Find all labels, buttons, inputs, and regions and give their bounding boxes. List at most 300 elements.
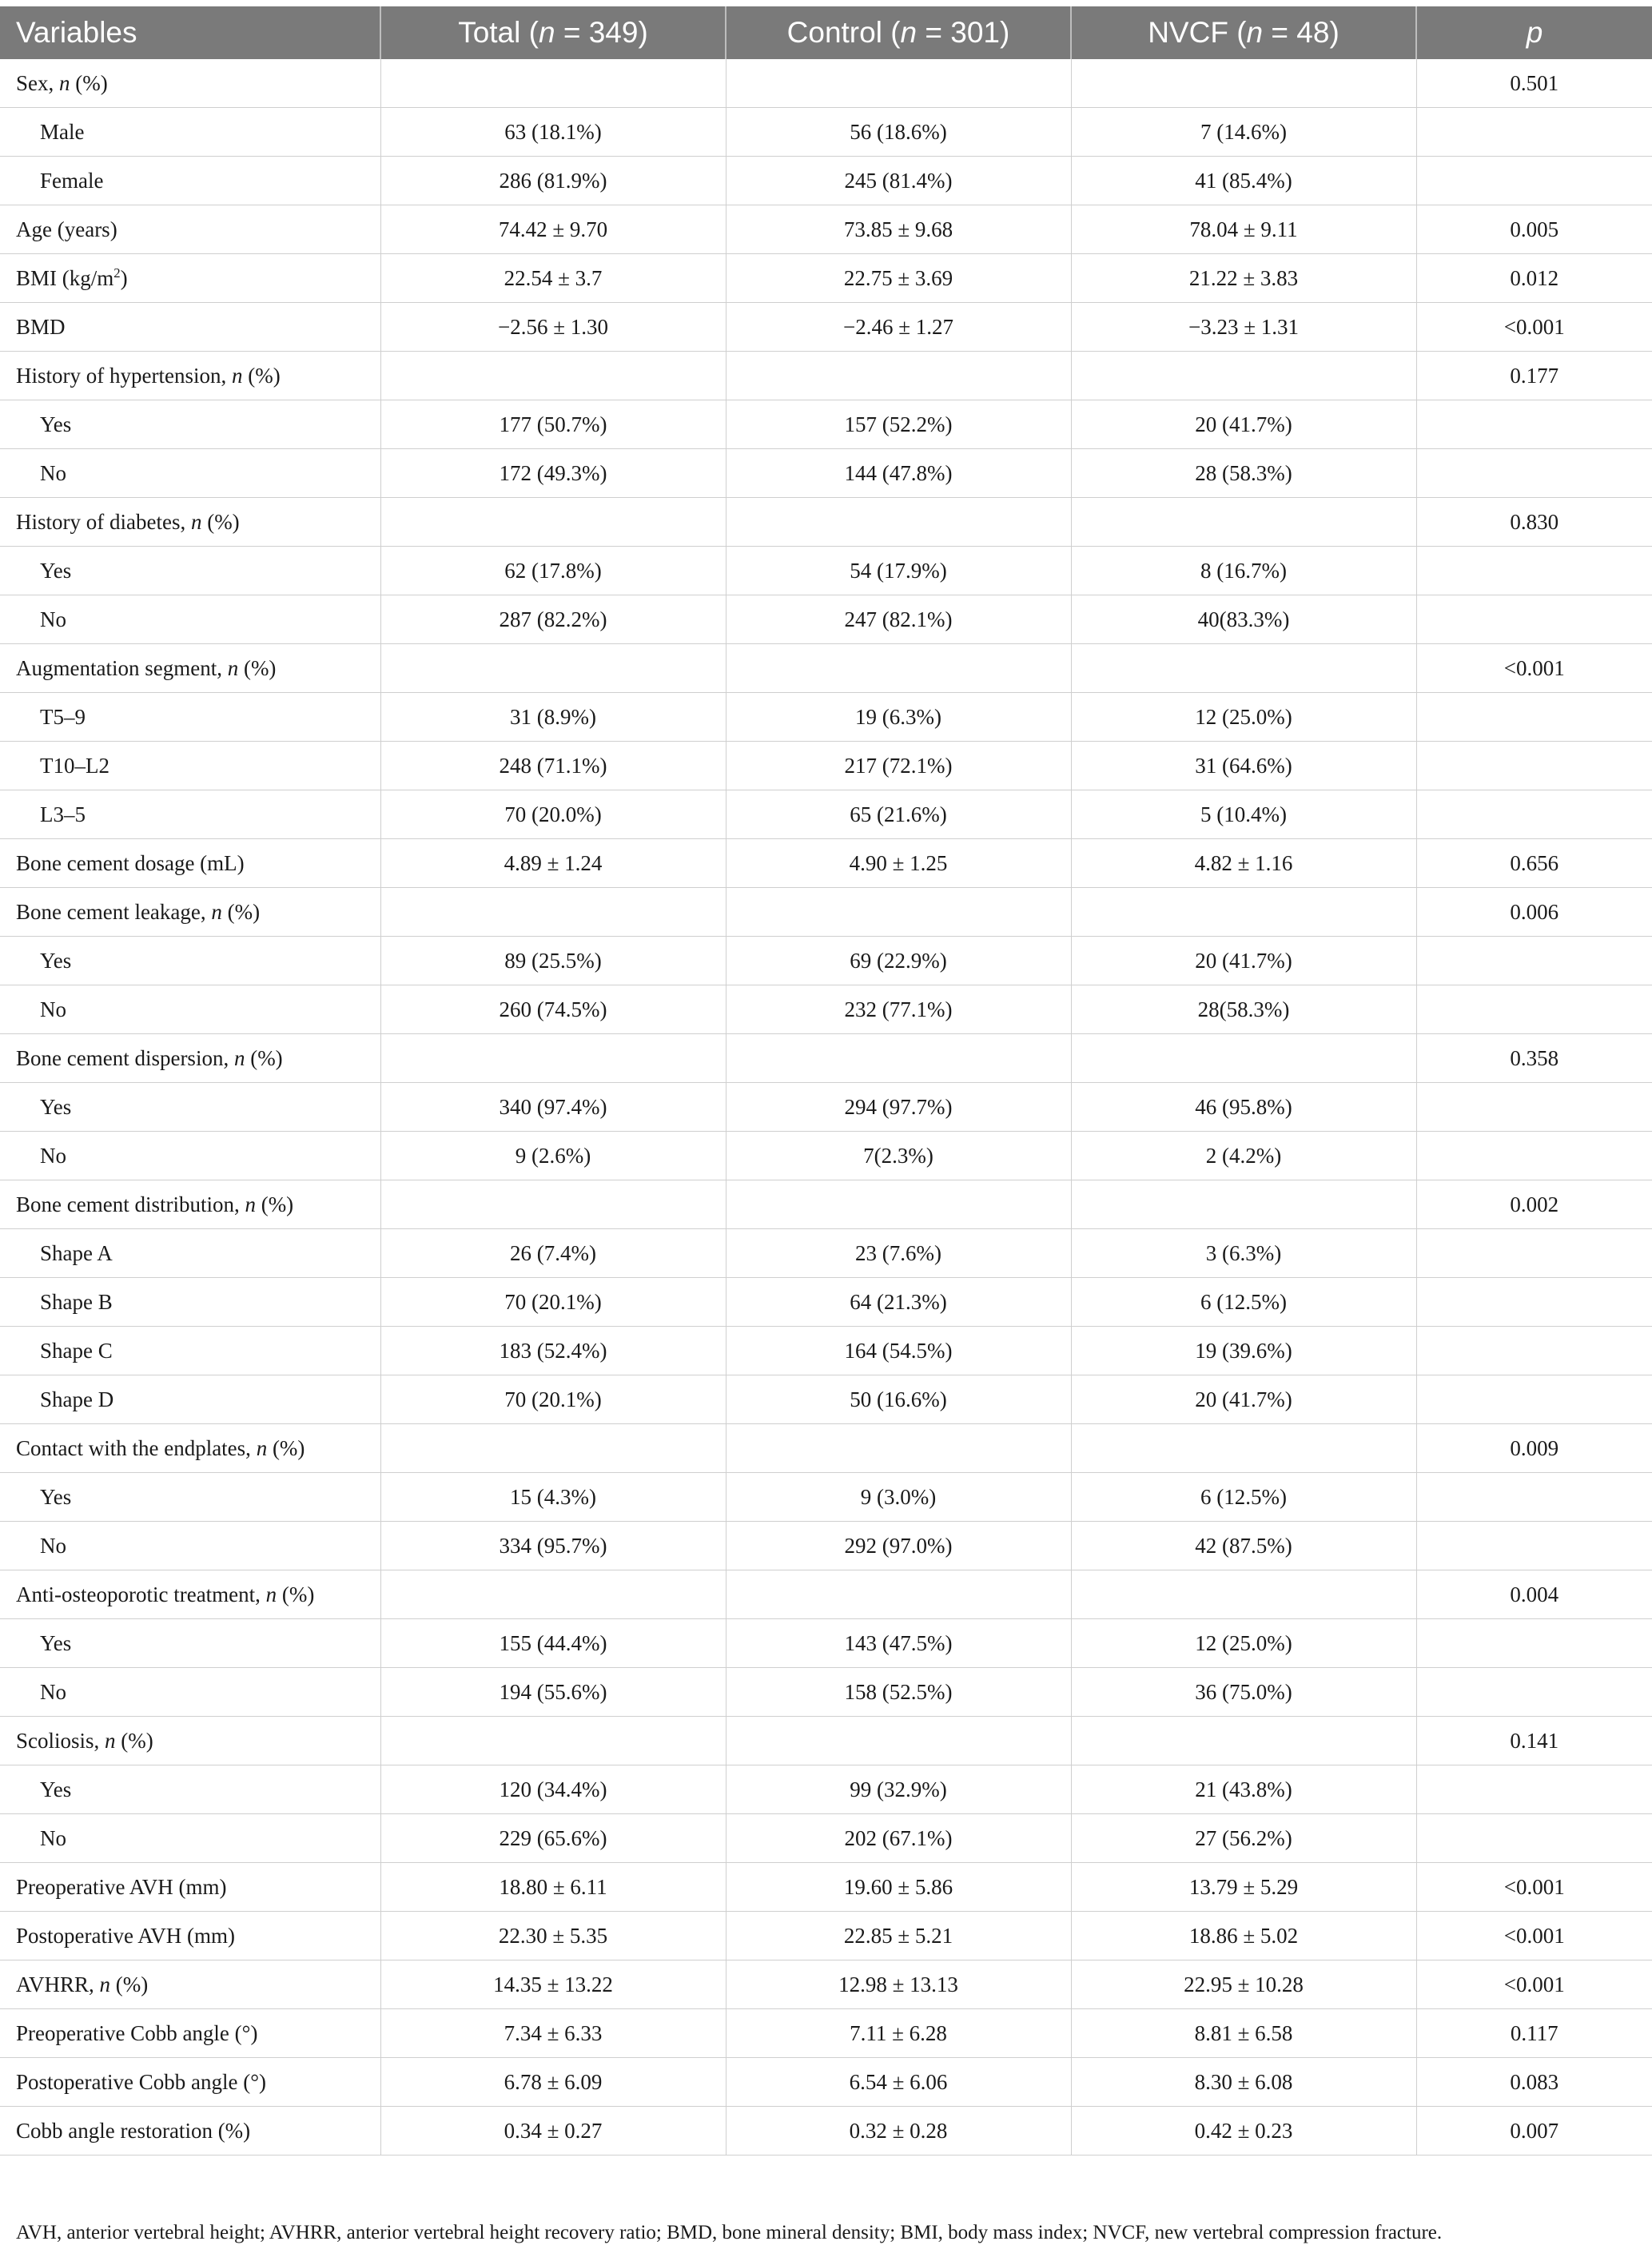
table-row [0,1668,1652,1717]
control-cell: 99 (32.9%) [726,1765,1071,1814]
variable-label: Anti-osteoporotic treatment, [16,1582,261,1606]
p-value-cell: 0.004 [1416,1570,1652,1619]
nvcf-cell: 7 (14.6%) [1071,108,1416,157]
p-value-cell: 0.358 [1416,1034,1652,1083]
nvcf-cell [1071,1180,1416,1229]
p-value-cell: 0.117 [1416,2009,1652,2058]
variable-label: Bone cement dosage (mL) [16,850,245,875]
variable-cell: Bone cement dispersion, n (%) [0,1034,380,1083]
variable-label: Yes [40,558,72,583]
variable-cell [0,1522,380,1570]
nvcf-cell: 42 (87.5%) [1071,1522,1416,1570]
table-header [0,6,1652,59]
total-cell: 22.54 ± 3.7 [380,254,726,303]
nvcf-cell: 41 (85.4%) [1071,157,1416,205]
p-value-cell: <0.001 [1416,1912,1652,1960]
variable-suffix: (%) [267,1435,305,1460]
variable-cell: Anti-osteoporotic treatment, n (%) [0,1570,380,1619]
p-value-cell: 0.006 [1416,888,1652,937]
variable-label: Postoperative Cobb angle (°) [16,2069,266,2094]
table-row [0,352,1652,400]
control-cell [726,59,1071,108]
variable-label: No [40,1143,66,1168]
total-cell: 155 (44.4%) [380,1619,726,1668]
total-cell: 340 (97.4%) [380,1083,726,1132]
variable-cell [0,449,380,498]
nvcf-cell: 31 (64.6%) [1071,742,1416,790]
table-row [0,1522,1652,1570]
total-cell: 70 (20.1%) [380,1375,726,1424]
nvcf-cell: 12 (25.0%) [1071,693,1416,742]
p-value-cell [1416,547,1652,595]
p-value-cell [1416,790,1652,839]
control-cell: 56 (18.6%) [726,108,1071,157]
variable-cell: History of hypertension, n (%) [0,352,380,400]
p-value-cell [1416,1814,1652,1863]
variable-label: No [40,460,66,485]
variable-label-end: ) [120,265,128,290]
variable-label: Contact with the endplates, [16,1435,251,1460]
total-cell: 248 (71.1%) [380,742,726,790]
total-cell: 260 (74.5%) [380,985,726,1034]
total-cell [380,1717,726,1765]
total-cell: 172 (49.3%) [380,449,726,498]
nvcf-cell [1071,1034,1416,1083]
variable-label: No [40,607,66,631]
variable-label: Yes [40,1484,72,1509]
control-cell: 22.85 ± 5.21 [726,1912,1071,1960]
control-cell: 6.54 ± 6.06 [726,2058,1071,2107]
variable-cell [0,547,380,595]
nvcf-cell: 13.79 ± 5.29 [1071,1863,1416,1912]
variable-label: Preoperative AVH (mm) [16,1874,227,1899]
nvcf-cell: 46 (95.8%) [1071,1083,1416,1132]
total-cell [380,352,726,400]
table-row [0,205,1652,254]
variable-cell [0,937,380,985]
table-row [0,1424,1652,1473]
total-cell: 89 (25.5%) [380,937,726,985]
variable-cell: Bone cement leakage, n (%) [0,888,380,937]
header-variables: Variables [0,6,380,59]
nvcf-cell: 20 (41.7%) [1071,1375,1416,1424]
total-cell: 70 (20.0%) [380,790,726,839]
table-row [0,1912,1652,1960]
control-cell: 65 (21.6%) [726,790,1071,839]
table-row [0,547,1652,595]
variable-cell [0,1863,380,1912]
control-cell: 12.98 ± 13.13 [726,1960,1071,2009]
nvcf-cell [1071,352,1416,400]
control-cell [726,1180,1071,1229]
variable-label: Yes [40,1094,72,1119]
table-row [0,1717,1652,1765]
p-value-cell [1416,1229,1652,1278]
p-value-cell: 0.002 [1416,1180,1652,1229]
table-row [0,693,1652,742]
total-cell: 9 (2.6%) [380,1132,726,1180]
data-table-container [0,6,1652,2155]
variable-cell [0,1619,380,1668]
total-cell: 18.80 ± 6.11 [380,1863,726,1912]
nvcf-cell: 28 (58.3%) [1071,449,1416,498]
nvcf-cell: 6 (12.5%) [1071,1473,1416,1522]
variable-suffix: (%) [277,1582,315,1606]
table-row [0,937,1652,985]
p-value-cell [1416,1083,1652,1132]
unit-superscript: 2 [113,265,121,281]
variable-cell [0,985,380,1034]
nvcf-cell [1071,59,1416,108]
total-cell: 31 (8.9%) [380,693,726,742]
nvcf-cell: 8 (16.7%) [1071,547,1416,595]
variable-cell [0,1473,380,1522]
variable-cell [0,1278,380,1327]
nvcf-cell: 4.82 ± 1.16 [1071,839,1416,888]
total-cell [380,1424,726,1473]
control-cell [726,888,1071,937]
total-cell: 286 (81.9%) [380,157,726,205]
baseline-characteristics-table [0,6,1652,2155]
total-cell [380,498,726,547]
nvcf-cell [1071,888,1416,937]
table-row [0,888,1652,937]
nvcf-cell [1071,1570,1416,1619]
p-value-cell: 0.005 [1416,205,1652,254]
nvcf-cell: 19 (39.6%) [1071,1327,1416,1375]
total-cell: 74.42 ± 9.70 [380,205,726,254]
nvcf-cell: 78.04 ± 9.11 [1071,205,1416,254]
variable-suffix: (%) [255,1192,294,1216]
variable-suffix: (%) [115,1728,153,1753]
variable-label: No [40,997,66,1021]
variable-cell [0,1814,380,1863]
p-value-cell: <0.001 [1416,1863,1652,1912]
total-cell [380,644,726,693]
variable-label: T5–9 [40,704,86,729]
variable-suffix: (%) [245,1045,283,1070]
variable-suffix: (%) [238,655,277,680]
control-cell: 245 (81.4%) [726,157,1071,205]
table-row [0,1863,1652,1912]
total-cell [380,1034,726,1083]
total-cell: 62 (17.8%) [380,547,726,595]
p-value-cell [1416,693,1652,742]
table-footnote: AVH, anterior vertebral height; AVHRR, anterior vertebral height recovery ratio; BMD, bone mineral density; BMI, body mass index; NVCF, new vertebral compression fracture. [16,2222,1443,2243]
table-row [0,1765,1652,1814]
variable-cell [0,205,380,254]
total-cell: 70 (20.1%) [380,1278,726,1327]
nvcf-cell: −3.23 ± 1.31 [1071,303,1416,352]
control-cell: 73.85 ± 9.68 [726,205,1071,254]
total-cell: 334 (95.7%) [380,1522,726,1570]
control-cell: 54 (17.9%) [726,547,1071,595]
p-value-cell: 0.009 [1416,1424,1652,1473]
variable-label: Preoperative Cobb angle (°) [16,2020,258,2045]
variable-cell: Bone cement distribution, n (%) [0,1180,380,1229]
total-cell: 287 (82.2%) [380,595,726,644]
nvcf-cell: 8.30 ± 6.08 [1071,2058,1416,2107]
total-cell: 194 (55.6%) [380,1668,726,1717]
nvcf-cell: 8.81 ± 6.58 [1071,2009,1416,2058]
table-row [0,1278,1652,1327]
control-cell: 23 (7.6%) [726,1229,1071,1278]
control-cell [726,352,1071,400]
variable-label: Yes [40,1777,72,1801]
p-value-cell [1416,937,1652,985]
nvcf-cell: 3 (6.3%) [1071,1229,1416,1278]
total-cell [380,888,726,937]
variable-cell [0,1132,380,1180]
variable-cell [0,839,380,888]
control-cell [726,1570,1071,1619]
nvcf-cell [1071,1717,1416,1765]
p-value-cell [1416,1278,1652,1327]
table-row [0,1960,1652,2009]
total-cell: 6.78 ± 6.09 [380,2058,726,2107]
variable-suffix: (%) [242,363,281,388]
total-cell: 14.35 ± 13.22 [380,1960,726,2009]
header-row [0,6,1652,59]
table-row [0,108,1652,157]
nvcf-cell: 0.42 ± 0.23 [1071,2107,1416,2155]
total-cell [380,1570,726,1619]
table-row [0,1132,1652,1180]
control-cell: −2.46 ± 1.27 [726,303,1071,352]
table-row [0,742,1652,790]
variable-cell: Augmentation segment, n (%) [0,644,380,693]
control-cell: 202 (67.1%) [726,1814,1071,1863]
control-cell: 19.60 ± 5.86 [726,1863,1071,1912]
control-cell [726,1424,1071,1473]
table-row [0,1034,1652,1083]
variable-label: Shape D [40,1387,114,1411]
total-cell: 177 (50.7%) [380,400,726,449]
control-cell: 217 (72.1%) [726,742,1071,790]
control-cell [726,1034,1071,1083]
table-row [0,400,1652,449]
table-row [0,1570,1652,1619]
variable-cell [0,157,380,205]
variable-suffix: (%) [221,899,261,924]
variable-label: No [40,1679,66,1704]
table-row [0,839,1652,888]
control-cell: 19 (6.3%) [726,693,1071,742]
control-cell: 69 (22.9%) [726,937,1071,985]
variable-cell [0,595,380,644]
variable-label: AVHRR, [16,1972,94,1996]
total-cell: 183 (52.4%) [380,1327,726,1375]
p-value-cell: 0.007 [1416,2107,1652,2155]
control-cell: 7.11 ± 6.28 [726,2009,1071,2058]
table-row [0,985,1652,1034]
nvcf-cell: 20 (41.7%) [1071,400,1416,449]
table-row [0,790,1652,839]
variable-cell [0,790,380,839]
variable-label: T10–L2 [40,753,109,778]
control-cell: 4.90 ± 1.25 [726,839,1071,888]
table-row [0,1327,1652,1375]
p-value-cell [1416,1619,1652,1668]
p-value-cell [1416,985,1652,1034]
variable-label: Shape A [40,1240,113,1265]
nvcf-cell: 28(58.3%) [1071,985,1416,1034]
p-value-cell: 0.656 [1416,839,1652,888]
variable-label: Bone cement distribution, [16,1192,240,1216]
total-cell [380,59,726,108]
variable-cell: Sex, n (%) [0,59,380,108]
p-value-cell [1416,1668,1652,1717]
table-row [0,1473,1652,1522]
p-value-cell: 0.830 [1416,498,1652,547]
nvcf-cell [1071,498,1416,547]
table-row [0,2107,1652,2155]
control-cell: 143 (47.5%) [726,1619,1071,1668]
control-cell: 144 (47.8%) [726,449,1071,498]
variable-cell [0,693,380,742]
control-cell: 9 (3.0%) [726,1473,1071,1522]
variable-cell [0,1083,380,1132]
variable-cell [0,2058,380,2107]
table-row [0,498,1652,547]
total-cell: 63 (18.1%) [380,108,726,157]
p-value-cell [1416,108,1652,157]
variable-label: No [40,1533,66,1558]
nvcf-cell: 22.95 ± 10.28 [1071,1960,1416,2009]
p-value-cell [1416,1327,1652,1375]
variable-label: Age (years) [16,217,117,241]
p-value-cell: 0.012 [1416,254,1652,303]
p-value-cell: 0.501 [1416,59,1652,108]
p-value-cell: <0.001 [1416,1960,1652,2009]
nvcf-cell: 40(83.3%) [1071,595,1416,644]
variable-label: Augmentation segment, [16,655,222,680]
variable-cell [0,1668,380,1717]
variable-suffix: (%) [110,1972,149,1996]
variable-cell [0,1229,380,1278]
variable-label: History of hypertension, [16,363,227,388]
p-value-cell: <0.001 [1416,644,1652,693]
nvcf-cell: 2 (4.2%) [1071,1132,1416,1180]
variable-label: History of diabetes, [16,509,186,534]
table-row [0,157,1652,205]
variable-cell [0,1327,380,1375]
variable-label: Yes [40,412,72,436]
variable-label: Sex, [16,70,54,95]
p-value-cell [1416,1473,1652,1522]
nvcf-cell: 5 (10.4%) [1071,790,1416,839]
total-cell: −2.56 ± 1.30 [380,303,726,352]
variable-label: Postoperative AVH (mm) [16,1923,235,1948]
variable-cell [0,2107,380,2155]
table-row [0,1375,1652,1424]
p-value-cell [1416,157,1652,205]
header-p-value: p [1416,6,1652,59]
control-cell: 157 (52.2%) [726,400,1071,449]
header-control: Control (n = 301) [726,6,1071,59]
table-row [0,1180,1652,1229]
header-nvcf: NVCF (n = 48) [1071,6,1416,59]
variable-cell: Scoliosis, n (%) [0,1717,380,1765]
p-value-cell [1416,449,1652,498]
variable-label: Yes [40,1630,72,1655]
variable-suffix: (%) [201,509,240,534]
table-row [0,1083,1652,1132]
variable-cell: Contact with the endplates, n (%) [0,1424,380,1473]
header-total: Total (n = 349) [380,6,726,59]
p-value-cell [1416,400,1652,449]
table-row [0,644,1652,693]
table-row [0,303,1652,352]
table-row [0,595,1652,644]
variable-label: Bone cement dispersion, [16,1045,229,1070]
table-row [0,1814,1652,1863]
control-cell: 158 (52.5%) [726,1668,1071,1717]
variable-cell [0,303,380,352]
variable-label: Scoliosis, [16,1728,100,1753]
p-value-cell [1416,1132,1652,1180]
control-cell: 292 (97.0%) [726,1522,1071,1570]
variable-cell [0,1765,380,1814]
p-value-cell: 0.177 [1416,352,1652,400]
nvcf-cell: 20 (41.7%) [1071,937,1416,985]
control-cell: 294 (97.7%) [726,1083,1071,1132]
variable-cell: AVHRR, n (%) [0,1960,380,2009]
table-row [0,1619,1652,1668]
total-cell: 15 (4.3%) [380,1473,726,1522]
control-cell [726,644,1071,693]
variable-label: Yes [40,948,72,973]
total-cell: 4.89 ± 1.24 [380,839,726,888]
control-cell: 232 (77.1%) [726,985,1071,1034]
variable-cell [0,400,380,449]
variable-label: Shape B [40,1289,113,1314]
total-cell: 7.34 ± 6.33 [380,2009,726,2058]
nvcf-cell: 27 (56.2%) [1071,1814,1416,1863]
nvcf-cell [1071,644,1416,693]
variable-cell [0,1375,380,1424]
control-cell: 50 (16.6%) [726,1375,1071,1424]
total-cell: 22.30 ± 5.35 [380,1912,726,1960]
variable-label: BMD [16,314,66,339]
nvcf-cell: 21.22 ± 3.83 [1071,254,1416,303]
variable-label: Female [40,168,104,193]
variable-cell [0,742,380,790]
total-cell: 0.34 ± 0.27 [380,2107,726,2155]
variable-label: Shape C [40,1338,113,1363]
p-value-cell [1416,742,1652,790]
p-value-cell [1416,1522,1652,1570]
table-row [0,449,1652,498]
control-cell [726,498,1071,547]
table-row [0,2058,1652,2107]
control-cell: 164 (54.5%) [726,1327,1071,1375]
control-cell: 64 (21.3%) [726,1278,1071,1327]
variable-cell [0,108,380,157]
p-value-cell: 0.083 [1416,2058,1652,2107]
control-cell: 22.75 ± 3.69 [726,254,1071,303]
nvcf-cell: 21 (43.8%) [1071,1765,1416,1814]
variable-cell [0,254,380,303]
variable-cell [0,1912,380,1960]
p-value-cell [1416,1765,1652,1814]
nvcf-cell: 36 (75.0%) [1071,1668,1416,1717]
variable-label: No [40,1825,66,1850]
variable-cell: History of diabetes, n (%) [0,498,380,547]
control-cell: 7(2.3%) [726,1132,1071,1180]
nvcf-cell: 6 (12.5%) [1071,1278,1416,1327]
p-value-cell: 0.141 [1416,1717,1652,1765]
